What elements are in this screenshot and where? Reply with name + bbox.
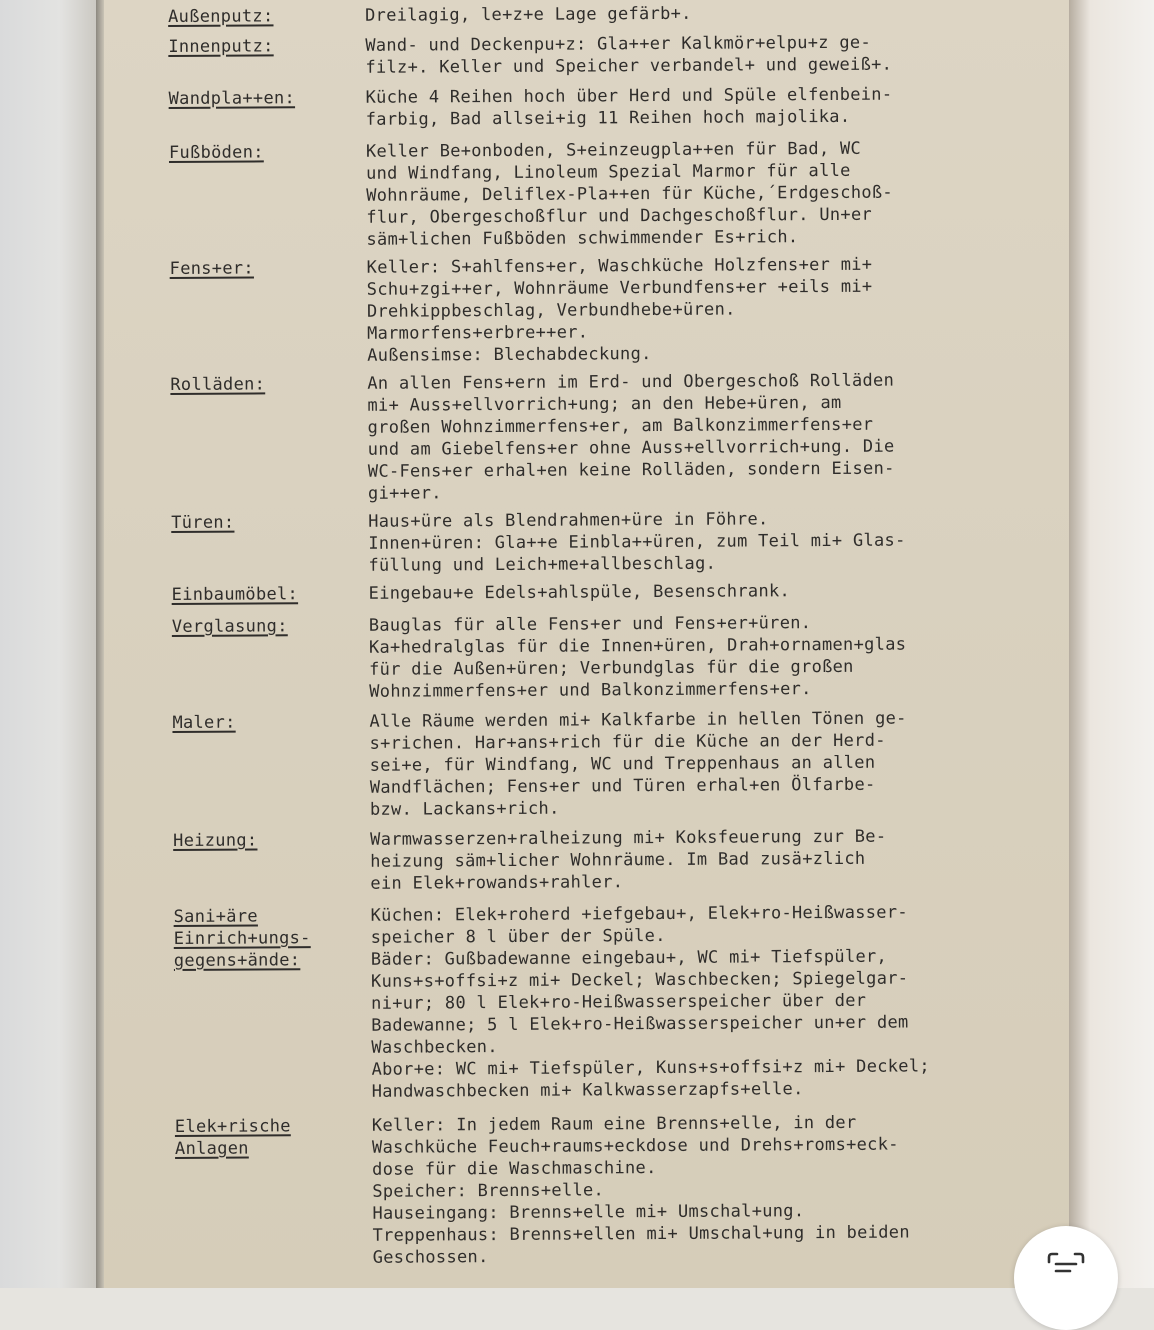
spec-label: Verglasung: <box>171 616 288 637</box>
spec-text: Wand- und Deckenpu+z: Gla++er Kalkmör+elpu+z ge- filz+. Keller und Speicher verbandel+ und geweiß+. <box>365 32 893 78</box>
spec-text: Keller Be+onboden, S+einzeugpla++en für Bad, WC und Windfang, Linoleum Spezial Marmor für alle Wohnräume, Deliflex-Pla++en für Küche,´Erdgeschoß- flur, Obergeschoßflur und Dachgeschoßflur. Un+er säm+lichen Fußböden schwimmender Es+rich. <box>365 138 894 250</box>
spec-label: Sani+äre Einrich+ungs- gegens+ände: <box>173 906 311 971</box>
spec-row-sanitaer <box>173 900 1074 1102</box>
spec-text: Küchen: Elek+roherd +iefgebau+, Elek+ro-Heißwasser- speicher 8 l über der Spüle. Bäder: Gußbadewanne eingebau+, WC mi+ Tiefspüler, Kuns+s+offsi+z mi+ Deckel; Waschbecken; Spiegelgar- ni+ur; 80 l Elek+ro-Heißwasserspeicher über der Badewanne; 5 l Elek+ro-Heißwasserspeicher un+er dem Waschbecken. Abor+e: WC mi+ Tiefspüler, Kuns+s+offsi+z mi+ Deckel; Handwaschbecken mi+ Kalkwasserzapfs+elle. <box>370 902 930 1102</box>
right-page-edge <box>1069 0 1154 1288</box>
scan-text-button[interactable] <box>1014 1226 1118 1330</box>
spec-row-heizung <box>173 824 1073 894</box>
spec-label: Heizung: <box>173 830 258 851</box>
scan-text-icon <box>1046 1251 1086 1283</box>
spec-label: Maler: <box>172 712 236 733</box>
left-margin <box>0 0 100 1288</box>
spec-label: Elek+rische Anlagen <box>174 1116 291 1159</box>
spec-row-innenputz <box>168 31 1068 78</box>
spec-text: Eingebau+e Edels+ahlspüle, Besenschrank. <box>368 581 791 604</box>
spec-row-maler <box>172 706 1072 820</box>
spec-row-tueren <box>171 506 1071 576</box>
spec-label: Fens+er: <box>169 258 254 279</box>
specification-list <box>168 0 1076 1288</box>
spec-label: Wandpla++en: <box>168 88 296 109</box>
spec-label: Einbaumöbel: <box>171 584 299 605</box>
spec-row-rollaeden <box>170 368 1070 504</box>
spec-row-wandplatten <box>168 83 1069 130</box>
spec-row-elektrik <box>174 1110 1075 1268</box>
spec-text: Haus+üre als Blendrahmen+üre in Föhre. Innen+üren: Gla++e Einbla++üren, zum Teil mi+ Glas- füllung und Leich+me+allbeschlag. <box>368 509 906 576</box>
spec-label: Innenputz: <box>168 36 274 57</box>
spec-text: Keller: In jedem Raum eine Brenns+elle, in der Waschküche Feuch+raums+eckdose und Drehs+roms+eck- dose für die Waschmaschine. Speicher: Brenns+elle. Hauseingang: Brenns+elle mi+ Umschal+ung. Treppenhaus: Brenns+ellen mi+ Umschal+ung in beiden Geschossen. <box>371 1112 910 1268</box>
spec-row-fussboeden <box>168 136 1069 250</box>
spec-text: Alle Räume werden mi+ Kalkfarbe in hellen Tönen ge- s+richen. Har+ans+rich für die Küche an der Herd- sei+e, für Windfang, WC und Treppenhaus an allen Wandflächen; Fens+er und Türen erhal+en Ölfarbe- bzw. Lackans+rich. <box>369 708 907 820</box>
spec-label: Rolläden: <box>170 374 266 395</box>
spec-row-aussenputz <box>168 1 1068 27</box>
spec-row-verglasung <box>171 610 1072 702</box>
spec-text: Bauglas für alle Fens+er und Fens+er+üren. Ka+hedralglas für die Innen+üren, Drah+ornamen+glas für die Außen+üren; Verbundglas für die großen Wohnzimmerfens+er und Balkonzimmerfens+er. <box>368 613 907 702</box>
spec-label: Türen: <box>171 512 235 533</box>
spec-label: Fußböden: <box>168 142 264 163</box>
spec-text: Dreilagig, le+z+e Lage gefärb+. <box>365 3 692 26</box>
spec-text: Küche 4 Reihen hoch über Herd und Spüle elfenbein- farbig, Bad allsei+ig 11 Reihen hoch majolika. <box>365 84 893 130</box>
spec-label: Außenputz: <box>168 6 274 27</box>
spec-text: Warmwasserzen+ralheizung mi+ Koksfeuerung zur Be- heizung säm+licher Wohnräume. Im Bad zusä+zlich ein Elek+rowands+rahler. <box>370 826 887 894</box>
spec-row-einbaumoebel <box>171 578 1072 605</box>
spec-row-fenster <box>169 252 1070 366</box>
spec-text: Keller: S+ahlfens+er, Waschküche Holzfens+er mi+ Schu+zgi++er, Wohnräume Verbundfens+er +eils mi+ Drehkippbeschlag, Verbundhebe+üren. Marmorfens+erbre++er. Außensimse: Blechabdeckung. <box>366 254 873 366</box>
spec-text: An allen Fens+ern im Erd- und Obergeschoß Rolläden mi+ Auss+ellvorrich+ung; an den Hebe+üren, am großen Wohnzimmerfens+er, am Balkonzimmerfens+er und am Giebelfens+er ohne Auss+ellvorrich+ung. Die WC-Fens+er erhal+en keine Rolläden, sondern Eisen- gi++er. <box>367 370 895 504</box>
